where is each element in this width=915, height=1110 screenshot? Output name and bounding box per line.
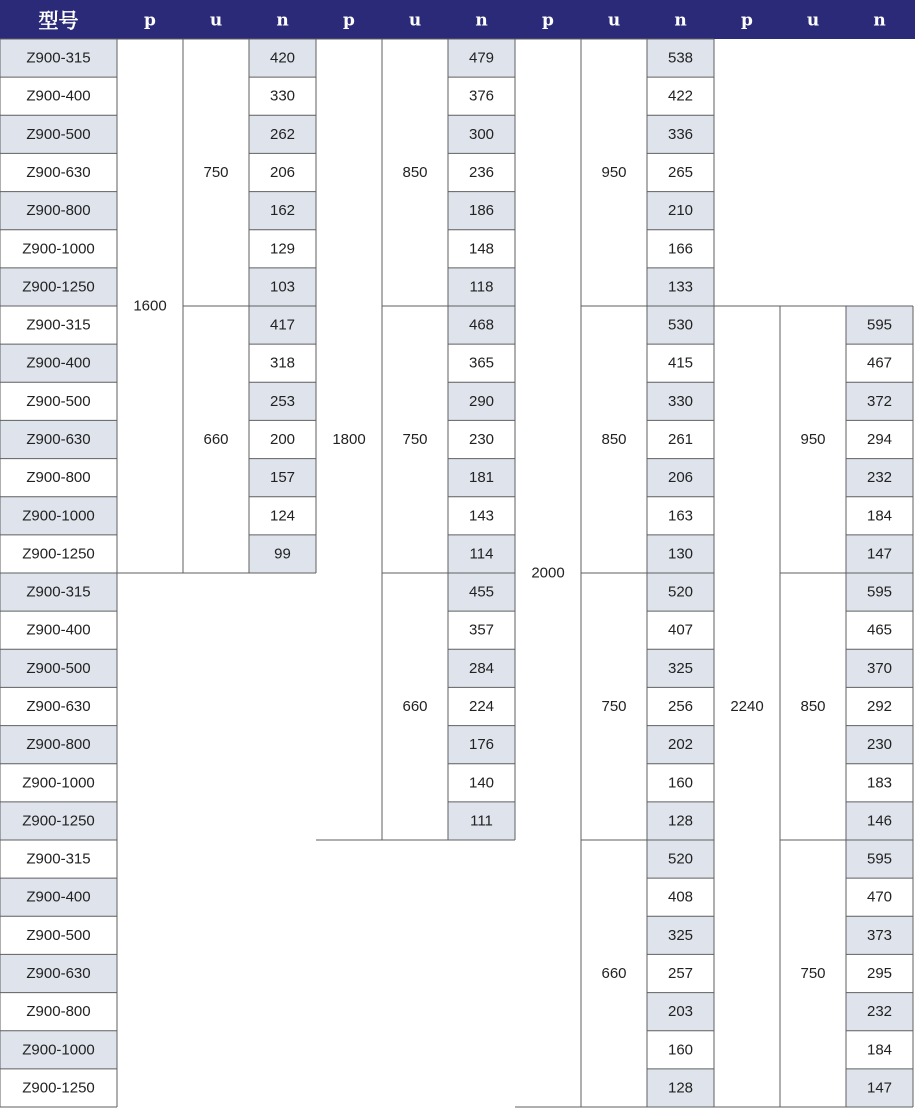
speed-cell: 455: [468, 583, 495, 601]
model-cell: Z900-630: [26, 164, 91, 181]
speed-cell: 200: [269, 431, 296, 448]
model-cell: Z900-630: [26, 698, 91, 715]
speed-cell: 186: [468, 202, 495, 220]
header-u: u: [806, 10, 820, 31]
voltage-cell: 750: [402, 431, 428, 448]
speed-cell: 408: [667, 888, 694, 906]
voltage-cell: 950: [800, 431, 826, 448]
speed-cell: 160: [667, 1041, 694, 1059]
speed-cell: 470: [866, 888, 893, 906]
speed-cell: 232: [866, 1003, 893, 1021]
model-cell: Z900-800: [26, 1003, 91, 1021]
model-cell: Z900-800: [26, 736, 91, 754]
model-cell: Z900-315: [26, 583, 91, 601]
model-cell: Z900-400: [26, 354, 91, 372]
speed-cell: 184: [866, 507, 893, 525]
speed-cell: 236: [468, 164, 495, 181]
speed-cell: 290: [468, 392, 495, 410]
speed-cell: 479: [468, 49, 495, 67]
header-n: n: [475, 10, 488, 31]
speed-cell: 184: [866, 1041, 893, 1059]
header-n: n: [276, 10, 289, 31]
model-cell: Z900-630: [26, 965, 91, 982]
model-cell: Z900-1000: [22, 774, 95, 792]
speed-cell: 530: [667, 316, 694, 334]
model-cell: Z900-1000: [22, 240, 95, 258]
speed-cell: 261: [667, 431, 694, 448]
header-p: p: [741, 10, 753, 31]
speed-cell: 257: [667, 965, 694, 982]
model-cell: Z900-400: [26, 621, 91, 639]
speed-cell: 422: [667, 87, 694, 105]
speed-cell: 300: [468, 125, 495, 143]
model-cell: Z900-800: [26, 202, 91, 220]
speed-cell: 130: [667, 545, 694, 563]
speed-cell: 253: [269, 392, 296, 410]
speed-cell: 256: [667, 698, 694, 715]
speed-cell: 468: [468, 316, 495, 334]
speed-cell: 318: [269, 354, 296, 372]
speed-cell: 595: [866, 583, 893, 601]
speed-cell: 365: [468, 354, 495, 372]
speed-cell: 118: [469, 278, 494, 296]
header-bar: [0, 0, 915, 39]
model-cell: Z900-1000: [22, 1041, 95, 1059]
speed-cell: 128: [667, 1079, 694, 1097]
speed-cell: 538: [667, 49, 694, 67]
model-cell: Z900-315: [26, 316, 91, 334]
speed-cell: 111: [470, 812, 493, 830]
speed-cell: 407: [667, 621, 694, 639]
model-cell: Z900-500: [26, 926, 91, 944]
speed-cell: 230: [468, 431, 495, 448]
model-cell: Z900-800: [26, 469, 91, 487]
header-model: 型号: [38, 8, 79, 33]
speed-cell: 295: [866, 965, 893, 982]
speed-cell: 520: [667, 850, 694, 868]
header-n: n: [873, 10, 886, 31]
speed-cell: 294: [866, 431, 893, 448]
speed-cell: 595: [866, 316, 893, 334]
speed-cell: 202: [667, 736, 694, 754]
model-cell: Z900-1250: [22, 1079, 95, 1097]
speed-cell: 146: [866, 812, 893, 830]
speed-cell: 376: [468, 87, 495, 105]
speed-cell: 372: [866, 392, 893, 410]
speed-cell: 292: [866, 698, 893, 715]
power-cell: 2240: [730, 698, 764, 715]
voltage-cell: 660: [402, 698, 428, 715]
voltage-cell: 660: [203, 431, 229, 448]
power-cell: 2000: [531, 564, 565, 582]
speed-cell: 284: [468, 659, 495, 677]
model-cell: Z900-400: [26, 888, 91, 906]
speed-cell: 124: [269, 507, 296, 525]
speed-cell: 183: [866, 774, 893, 792]
header-n: n: [674, 10, 687, 31]
power-cell: 1600: [133, 297, 167, 315]
speed-cell: 230: [866, 736, 893, 754]
speed-cell: 206: [269, 164, 296, 181]
speed-cell: 415: [667, 354, 694, 372]
speed-cell: 140: [468, 774, 495, 792]
model-cell: Z900-500: [26, 659, 91, 677]
speed-cell: 166: [667, 240, 694, 258]
speed-cell: 203: [667, 1003, 694, 1021]
speed-cell: 99: [274, 545, 291, 563]
model-cell: Z900-500: [26, 392, 91, 410]
speed-cell: 232: [866, 469, 893, 487]
speed-cell: 595: [866, 850, 893, 868]
speed-cell: 330: [269, 87, 296, 105]
speed-cell: 325: [667, 659, 694, 677]
model-cell: Z900-315: [26, 850, 91, 868]
speed-cell: 114: [469, 545, 494, 563]
voltage-cell: 850: [402, 164, 428, 181]
speed-cell: 128: [667, 812, 694, 830]
speed-cell: 147: [866, 1079, 893, 1097]
header-u: u: [408, 10, 422, 31]
speed-cell: 370: [866, 659, 893, 677]
speed-cell: 224: [468, 698, 495, 715]
speed-cell: 206: [667, 469, 694, 487]
voltage-cell: 950: [601, 164, 627, 181]
speed-cell: 520: [667, 583, 694, 601]
header-p: p: [542, 10, 554, 31]
model-cell: Z900-400: [26, 87, 91, 105]
speed-cell: 160: [667, 774, 694, 792]
header-u: u: [209, 10, 223, 31]
voltage-cell: 750: [800, 965, 826, 982]
voltage-cell: 850: [800, 698, 826, 715]
speed-cell: 336: [667, 125, 694, 143]
voltage-cell: 850: [601, 431, 627, 448]
speed-cell: 357: [468, 621, 495, 639]
speed-cell: 420: [269, 49, 296, 67]
speed-cell: 210: [667, 202, 694, 220]
speed-cell: 467: [866, 354, 893, 372]
speed-cell: 143: [468, 507, 495, 525]
power-cell: 1800: [332, 431, 366, 448]
speed-cell: 129: [269, 240, 296, 258]
model-cell: Z900-630: [26, 431, 91, 448]
model-cell: Z900-315: [26, 49, 91, 67]
speed-cell: 176: [468, 736, 495, 754]
speed-cell: 262: [269, 125, 296, 143]
speed-cell: 157: [269, 469, 296, 487]
speed-cell: 330: [667, 392, 694, 410]
voltage-cell: 660: [601, 965, 627, 982]
model-cell: Z900-1000: [22, 507, 95, 525]
speed-cell: 133: [667, 278, 694, 296]
speed-cell: 181: [468, 469, 495, 487]
speed-cell: 417: [269, 316, 296, 334]
speed-cell: 373: [866, 926, 893, 944]
header-u: u: [607, 10, 621, 31]
speed-cell: 162: [269, 202, 296, 220]
model-cell: Z900-1250: [22, 545, 95, 563]
model-cell: Z900-1250: [22, 278, 95, 296]
speed-cell: 265: [667, 164, 694, 181]
voltage-cell: 750: [601, 698, 627, 715]
speed-cell: 147: [866, 545, 893, 563]
speed-cell: 163: [667, 507, 694, 525]
header-p: p: [144, 10, 156, 31]
speed-cell: 465: [866, 621, 893, 639]
model-cell: Z900-1250: [22, 812, 95, 830]
speed-cell: 325: [667, 926, 694, 944]
voltage-cell: 750: [203, 164, 229, 181]
speed-cell: 103: [269, 278, 296, 296]
speed-cell: 148: [468, 240, 495, 258]
header-p: p: [343, 10, 355, 31]
model-cell: Z900-500: [26, 125, 91, 143]
